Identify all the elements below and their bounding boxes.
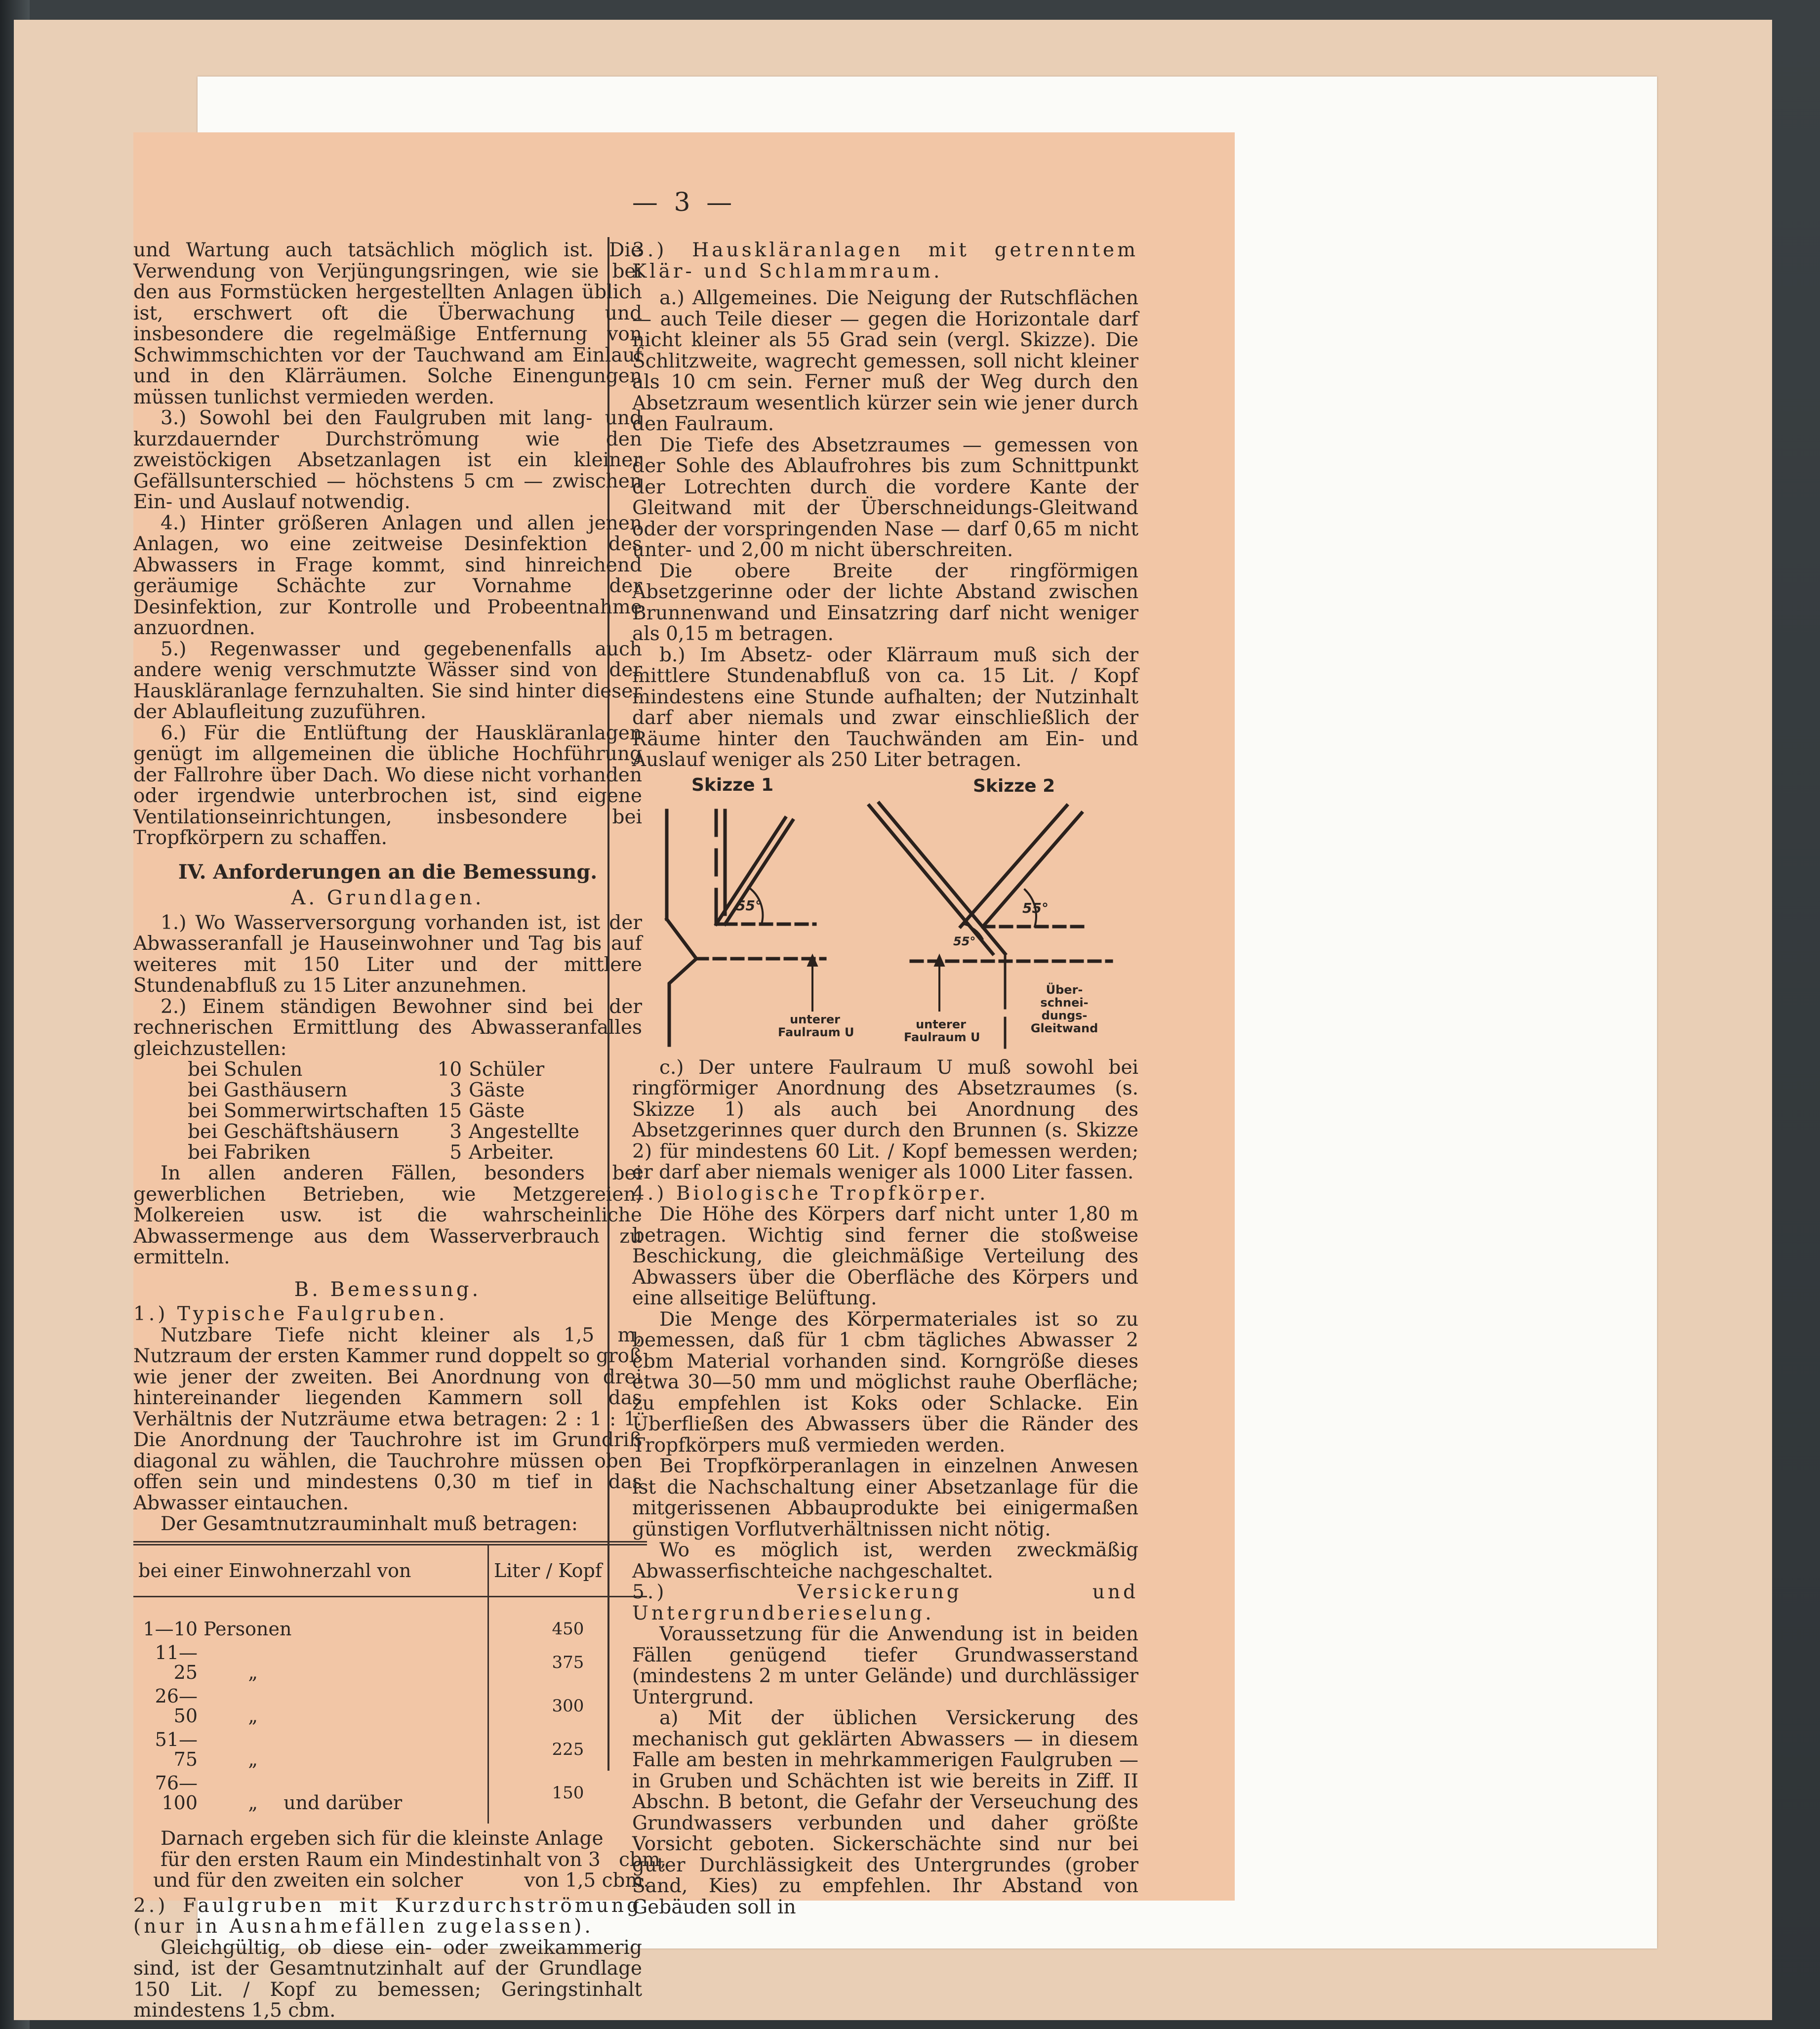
paragraph: 3.) Sowohl bei den Faulgruben mit lang- und kurzdauernder Durchströmung wie den zweistöckigen Absetzanlagen ist ein kleiner Gefällsunterschied — höchstens 5 cm — zwischen Ein- und Auslauf notwendig. xyxy=(133,407,642,513)
list-item xyxy=(188,1101,588,1122)
list-unit: Angestellte xyxy=(469,1121,579,1143)
lower-chamber-label: unterer Faulraum U xyxy=(904,1017,980,1044)
paragraph: Nutzbare Tiefe nicht kleiner als 1,5 m, Nutzraum der ersten Kammer rund doppelt so groß wie jener der zweiten. Bei Anordnung von drei hintereinander liegenden Kammern soll das Verhältnis der Nutzräume etwa betragen: 2 : 1 : 1. Die Anordnung der Tauchrohre ist im Grundriß diagonal zu wählen, die Tauchrohre müssen oben offen sein und mindestens 0,30 m tief in das Abwasser eintauchen. xyxy=(133,1324,642,1514)
table-unit: „ xyxy=(248,1705,258,1727)
table-value: 225 xyxy=(488,1728,647,1771)
table-unit: Personen xyxy=(203,1618,292,1640)
paragraph: In allen anderen Fällen, besonders bei gewerblichen Betrieben, wie Metzgereien, Molkereien usw. ist die wahrscheinliche Abwassermenge aus dem Wasserverbrauch zu ermitteln. xyxy=(133,1162,642,1268)
list-number: 3 xyxy=(449,1079,462,1101)
angle-label: 55° xyxy=(953,934,976,948)
overlap-wall-label: Über- schnei- dungs- Gleitwand xyxy=(1030,982,1098,1035)
paragraph: 6.) Für die Entlüftung der Hauskläranlagen genügt im allgemeinen die übliche Hochführung der Fallrohre über Dach. Wo diese nicht vorhanden oder irgendwie unterbrochen ist, sind eigene Ventilationseinrichtungen, insbesondere bei Tropfkörpern zu schaffen. xyxy=(133,722,642,849)
table-cell xyxy=(133,1684,488,1728)
table-range: 11—25 xyxy=(155,1642,198,1683)
table-header-row xyxy=(133,1543,647,1597)
sketch2-wall xyxy=(869,806,993,954)
list-unit: Arbeiter. xyxy=(469,1141,554,1164)
paragraph: 2.) Einem ständigen Bewohner sind bei der rechnerischen Ermittlung des Abwasseranfalles gleichzustellen: xyxy=(133,995,642,1060)
table-value: 450 xyxy=(488,1597,647,1641)
angle-label: 55° xyxy=(736,897,762,914)
list-item xyxy=(188,1080,588,1101)
sketch1-title: Skizze 1 xyxy=(691,774,774,795)
table-row xyxy=(133,1641,647,1684)
paragraph: Wo es möglich ist, werden zweckmäßig Abwasserfischteiche nachgeschaltet. xyxy=(632,1539,1138,1583)
table-range: 26—50 xyxy=(155,1685,198,1727)
table-header: bei einer Einwohnerzahl von xyxy=(133,1543,488,1597)
list-number: 10 xyxy=(437,1058,462,1081)
table-cell xyxy=(133,1597,488,1641)
table-range: 76—100 xyxy=(155,1772,198,1814)
paragraph: b.) Im Absetz- oder Klärraum muß sich der mittlere Stundenabfluß von ca. 15 Lit. / Kopf mindestens eine Stunde aufhalten; der Nutzinhalt darf aber niemals und zwar einschließlich der Räume hinter den Tauchwänden am Ein- und Auslauf weniger als 250 Liter betragen. xyxy=(632,644,1138,771)
list-unit: Gäste xyxy=(469,1100,525,1122)
list-unit: Schüler xyxy=(469,1058,545,1081)
table-header: Liter / Kopf xyxy=(488,1543,647,1597)
list-item xyxy=(188,1122,588,1142)
table-unit: „ xyxy=(248,1662,258,1683)
right-column xyxy=(632,240,1138,1918)
left-column xyxy=(133,239,667,2022)
paragraph: Die Menge des Körpermateriales ist so zu bemessen, daß für 1 cbm tägliches Abwasser 2 cbm Material vorhanden sind. Korngröße dieses etwa 30—50 mm und möglichst rauhe Oberfläche; zu empfehlen ist Koks oder Schlacke. Ein Überfließen des Abwassers über die Ränder des Tropfkörpers muß vermieden werden. xyxy=(632,1308,1138,1457)
paragraph: Die Höhe des Körpers darf nicht unter 1,80 m betragen. Wichtig sind ferner die stoßweise Beschickung, die gleichmäßige Verteilung des Abwassers über die Oberfläche des Körpers und eine allseitige Belüftung. xyxy=(632,1203,1138,1309)
sketch2-title: Skizze 2 xyxy=(973,775,1055,796)
list-number: 3 xyxy=(449,1121,462,1143)
subsection-heading: A. Grundlagen. xyxy=(291,887,485,909)
table-unit: „ xyxy=(248,1792,258,1814)
paragraph: für den ersten Raum ein Mindestinhalt von 3 cbm, xyxy=(161,1848,667,1871)
sketch1-nose xyxy=(667,919,696,1045)
numbered-subheading: 5.) Versickerung und Untergrundberieselung. xyxy=(632,1581,1138,1624)
list-item xyxy=(188,1059,588,1080)
list-place: bei Fabriken xyxy=(188,1141,311,1164)
table-value: 375 xyxy=(488,1641,647,1684)
list-number: 5 xyxy=(449,1141,462,1164)
table-cell xyxy=(133,1771,488,1824)
paragraph: c.) Der untere Faulraum U muß sowohl bei ringförmiger Anordnung des Absetzraumes (s. Skizze 1) als auch bei Anordnung des Absetzgerinnes quer durch den Brunnen (s. Skizze 2) für mindestens 60 Lit. / Kopf bemessen werden; er darf aber niemals weniger als 1000 Liter fassen. xyxy=(632,1056,1138,1183)
paragraph: Die Tiefe des Absetzraumes — gemessen von der Sohle des Ablaufrohres bis zum Schnittpunkt der Lotrechten durch die vordere Kante der Gleitwand mit der Überschneidungs-Gleitwand oder der vorspringenden Nase — darf 0,65 m nicht unter- und 2,00 m nicht überschreiten. xyxy=(632,434,1138,561)
table-row xyxy=(133,1597,647,1641)
table-value: 300 xyxy=(488,1684,647,1728)
list-unit: Gäste xyxy=(469,1079,525,1101)
table-range: 51—75 xyxy=(155,1729,198,1770)
paragraph: a) Mit der üblichen Versickerung des mechanisch gut geklärten Abwassers — in diesem Falle am besten in mehrkammerigen Faulgruben — in Gruben und Schächten ist wie bereits in Ziff. II Abschn. B betont, die Gefahr der Verseuchung des Grundwassers verbunden und daher größte Vorsicht geboten. Sickerschächte sind nur bei guter Durchlässigkeit des Untergrundes (grober Sand, Kies) zu empfehlen. Ihr Abstand von Gebäuden soll in xyxy=(632,1707,1138,1918)
sketch-figure xyxy=(637,776,1121,1053)
table-cell xyxy=(133,1728,488,1771)
paragraph: Bei Tropfkörperanlagen in einzelnen Anwesen ist die Nachschaltung einer Absetzanlage für die mitgerissenen Abbauprodukte bei einigermaßen günstigen Vorflutverhältnissen nicht nötig. xyxy=(632,1455,1138,1541)
list-place: bei Gasthäusern xyxy=(188,1079,348,1101)
numbered-subheading: 4.) Biologische Tropfkörper. xyxy=(632,1182,989,1205)
table-extra: und darüber xyxy=(283,1792,403,1814)
lower-chamber-label: unterer Faulraum U xyxy=(778,1012,854,1039)
table-cell xyxy=(133,1641,488,1684)
angle-label: 55° xyxy=(1022,899,1049,916)
sketch2-wall xyxy=(879,803,1005,954)
list-number: 15 xyxy=(437,1100,462,1122)
paragraph: und Wartung auch tatsächlich möglich ist. Die Verwendung von Verjüngungsringen, wie sie bei den aus Formstücken hergestellten Anlagen üblich ist, erschwert oft die Überwachung und insbesondere die regelmäßige Entfernung von Schwimmschichten vor der Tauchwand am Einlauf und in den Klärräumen. Solche Einengungen müssen tunlichst vermieden werden. xyxy=(133,239,642,408)
capacity-table xyxy=(133,1541,647,1824)
paragraph: Gleichgültig, ob diese ein- oder zweikammerig sind, ist der Gesamtnutzinhalt auf der Grundlage 150 Lit. / Kopf zu bemessen; Geringstinhalt mindestens 1,5 cbm. xyxy=(133,1936,642,2022)
list-place: bei Geschäftshäusern xyxy=(188,1121,399,1143)
list-place: bei Schulen xyxy=(188,1058,303,1081)
list-item xyxy=(188,1142,588,1163)
table-row xyxy=(133,1684,647,1728)
document-page xyxy=(133,132,1235,2022)
section-heading: IV. Anforderungen an die Bemessung. xyxy=(178,860,598,884)
list-place: bei Sommerwirtschaften xyxy=(188,1100,429,1122)
paragraph: Der Gesamtnutzrauminhalt muß betragen: xyxy=(161,1513,578,1535)
table-row xyxy=(133,1728,647,1771)
paragraph: 1.) Wo Wasserversorgung vorhanden ist, ist der Abwasseranfall je Hauseinwohner und Tag bis auf weiteres mit 150 Liter und der mittlere Stundenabfluß zu 15 Liter anzunehmen. xyxy=(133,911,642,997)
table-range: 1—10 xyxy=(143,1618,198,1640)
sketch2-slide-wall xyxy=(961,806,1067,927)
numbered-subheading: 2.) Faulgruben mit Kurzdurchströmung (nur in Ausnahmefällen zugelassen). xyxy=(133,1894,642,1938)
page-number: — 3 — xyxy=(632,188,736,217)
paragraph: 4.) Hinter größeren Anlagen und allen jenen Anlagen, wo eine zeitweise Desinfektion des Abwassers in Frage kommt, sind hinreichend geräumige Schächte zur Vornahme der Desinfektion, zur Kontrolle und Probeentnahme anzuordnen. xyxy=(133,512,642,639)
table-unit: „ xyxy=(248,1748,258,1770)
equivalence-list xyxy=(188,1059,588,1163)
paragraph: Darnach ergeben sich für die kleinste Anlage xyxy=(161,1827,604,1850)
paragraph: Voraussetzung für die Anwendung ist in beiden Fällen genügend tiefer Grundwasserstand (mindestens 2 m unter Gelände) und durchlässiger Untergrund. xyxy=(632,1623,1138,1708)
subsection-heading: B. Bemessung. xyxy=(294,1278,482,1301)
paragraph: a.) Allgemeines. Die Neigung der Rutschflächen — auch Teile dieser — gegen die Horizontale darf nicht kleiner als 55 Grad sein (vergl. Skizze). Die Schlitzweite, wagrecht gemessen, soll nicht kleiner als 10 cm sein. Ferner muß der Weg durch den Absetzraum wesentlich kürzer sein wie jener durch den Faulraum. xyxy=(632,287,1138,435)
paragraph: Die obere Breite der ringförmigen Absetzgerinne oder der lichte Abstand zwischen Brunnenwand und Einsatzring darf nicht weniger als 0,15 m betragen. xyxy=(632,560,1138,645)
numbered-subheading: 1.) Typische Faulgruben. xyxy=(133,1303,448,1325)
paragraph: 5.) Regenwasser und gegebenenfalls auch andere wenig verschmutzte Wässer sind von der Hauskläranlage fernzuhalten. Sie sind hinter dieser der Ablaufleitung zuzuführen. xyxy=(133,638,642,723)
table-value: 150 xyxy=(488,1771,647,1824)
table-row xyxy=(133,1771,647,1824)
paragraph: und für den zweiten ein solcher von 1,5 cbm. xyxy=(153,1869,649,1892)
numbered-subheading: 3.) Hauskläranlagen mit getrenntem Klär- und Schlammraum. xyxy=(632,239,1138,283)
